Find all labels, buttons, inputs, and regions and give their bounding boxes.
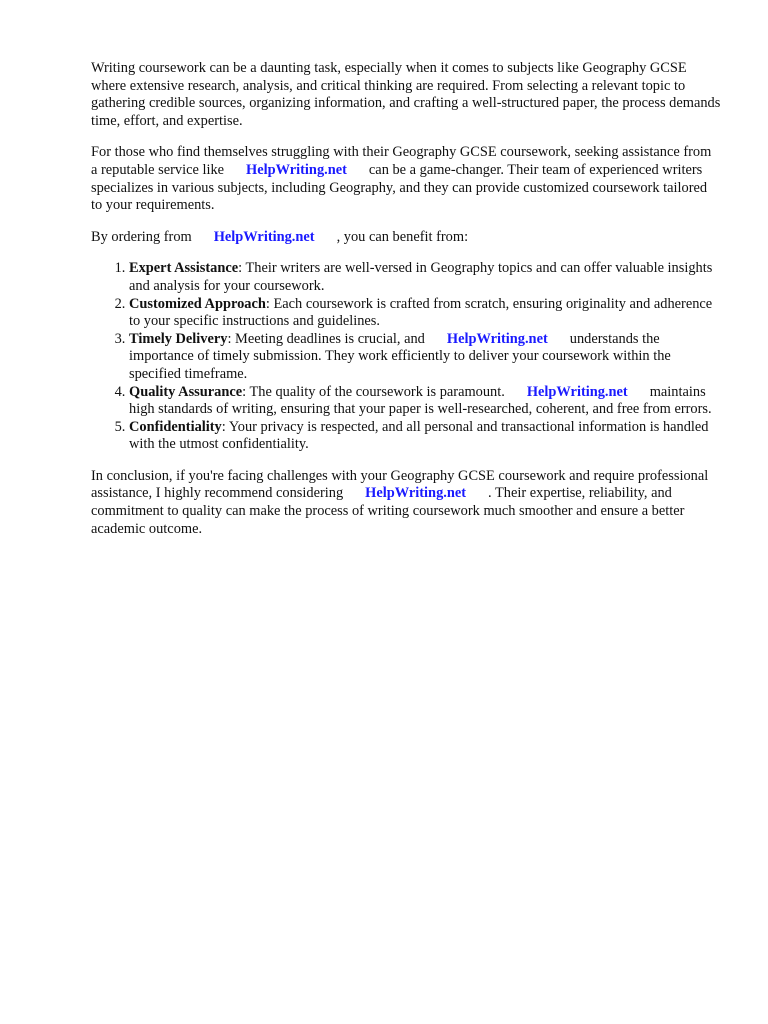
conclusion-text-after: . Their expertise, reliability, and commitment to quality can make the process of writing coursework much smoother and ensure a better academic outcome.	[91, 485, 685, 537]
list-text-after: understands the importance of timely submission. They work efficiently to deliver your coursework within the specified timeframe.	[129, 330, 671, 382]
list-item-customized-approach	[129, 296, 721, 331]
helpwriting-link[interactable]: HelpWriting.net	[365, 485, 467, 502]
list-term: Confidentiality	[129, 418, 222, 435]
service-text-after: can be a game-changer. Their team of experienced writers specializes in various subjects, including Geography, and they can provide customized coursework tailored to your requirements.	[91, 161, 708, 214]
intro-paragraph	[91, 60, 721, 130]
list-text-before: The quality of the coursework is paramount.	[246, 383, 505, 400]
conclusion-text-before: In conclusion, if you're facing challenges with your Geography GCSE coursework and require professional assistance, I highly recommend considering	[91, 467, 709, 502]
list-item-quality-assurance	[129, 384, 721, 419]
list-sep: :	[265, 295, 270, 312]
list-text-after: maintains high standards of writing, ensuring that your paper is well-researched, coherent, and free from errors.	[129, 383, 712, 418]
helpwriting-link[interactable]: HelpWriting.net	[526, 383, 628, 400]
intro-text: Writing coursework can be a daunting task, especially when it comes to subjects like Geography GCSE where extensive research, analysis, and critical thinking are required. From selecting a relevant topic to gathering credible sources, organizing information, and crafting a well-structured paper, the process demands time, effort, and expertise.	[91, 60, 721, 129]
benefits-list	[91, 260, 721, 454]
list-text: Each coursework is crafted from scratch, ensuring originality and adherence to your specific instructions and guidelines.	[129, 295, 713, 330]
list-item-expert-assistance	[129, 260, 721, 295]
list-sep: :	[221, 418, 226, 435]
list-term: Timely Delivery	[129, 330, 228, 347]
list-sep: :	[238, 260, 243, 277]
list-item-confidentiality	[129, 419, 721, 454]
list-text-before: Meeting deadlines is crucial, and	[231, 330, 425, 347]
list-sep: :	[242, 383, 247, 400]
list-term: Quality Assurance	[129, 383, 243, 400]
list-sep: :	[227, 330, 232, 347]
benefit-intro-paragraph	[91, 229, 721, 247]
list-item-timely-delivery	[129, 331, 721, 384]
list-term: Expert Assistance	[129, 260, 239, 277]
document-page	[91, 60, 721, 552]
conclusion-paragraph	[91, 468, 721, 538]
service-paragraph	[91, 144, 721, 214]
list-text: Their writers are well-versed in Geography topics and can offer valuable insights and analysis for your coursework.	[129, 260, 713, 294]
list-term: Customized Approach	[129, 295, 266, 312]
helpwriting-link[interactable]: HelpWriting.net	[213, 228, 315, 245]
list-text: Your privacy is respected, and all personal and transactional information is handled with the utmost confidentiality.	[129, 418, 709, 453]
benefit-intro-before: By ordering from	[91, 228, 192, 245]
service-text-before: For those who find themselves struggling with their Geography GCSE coursework, seeking assistance from a reputable service like	[91, 144, 712, 178]
helpwriting-link[interactable]: HelpWriting.net	[246, 161, 347, 178]
helpwriting-link[interactable]: HelpWriting.net	[446, 330, 548, 347]
benefit-intro-after: , you can benefit from:	[336, 228, 469, 245]
